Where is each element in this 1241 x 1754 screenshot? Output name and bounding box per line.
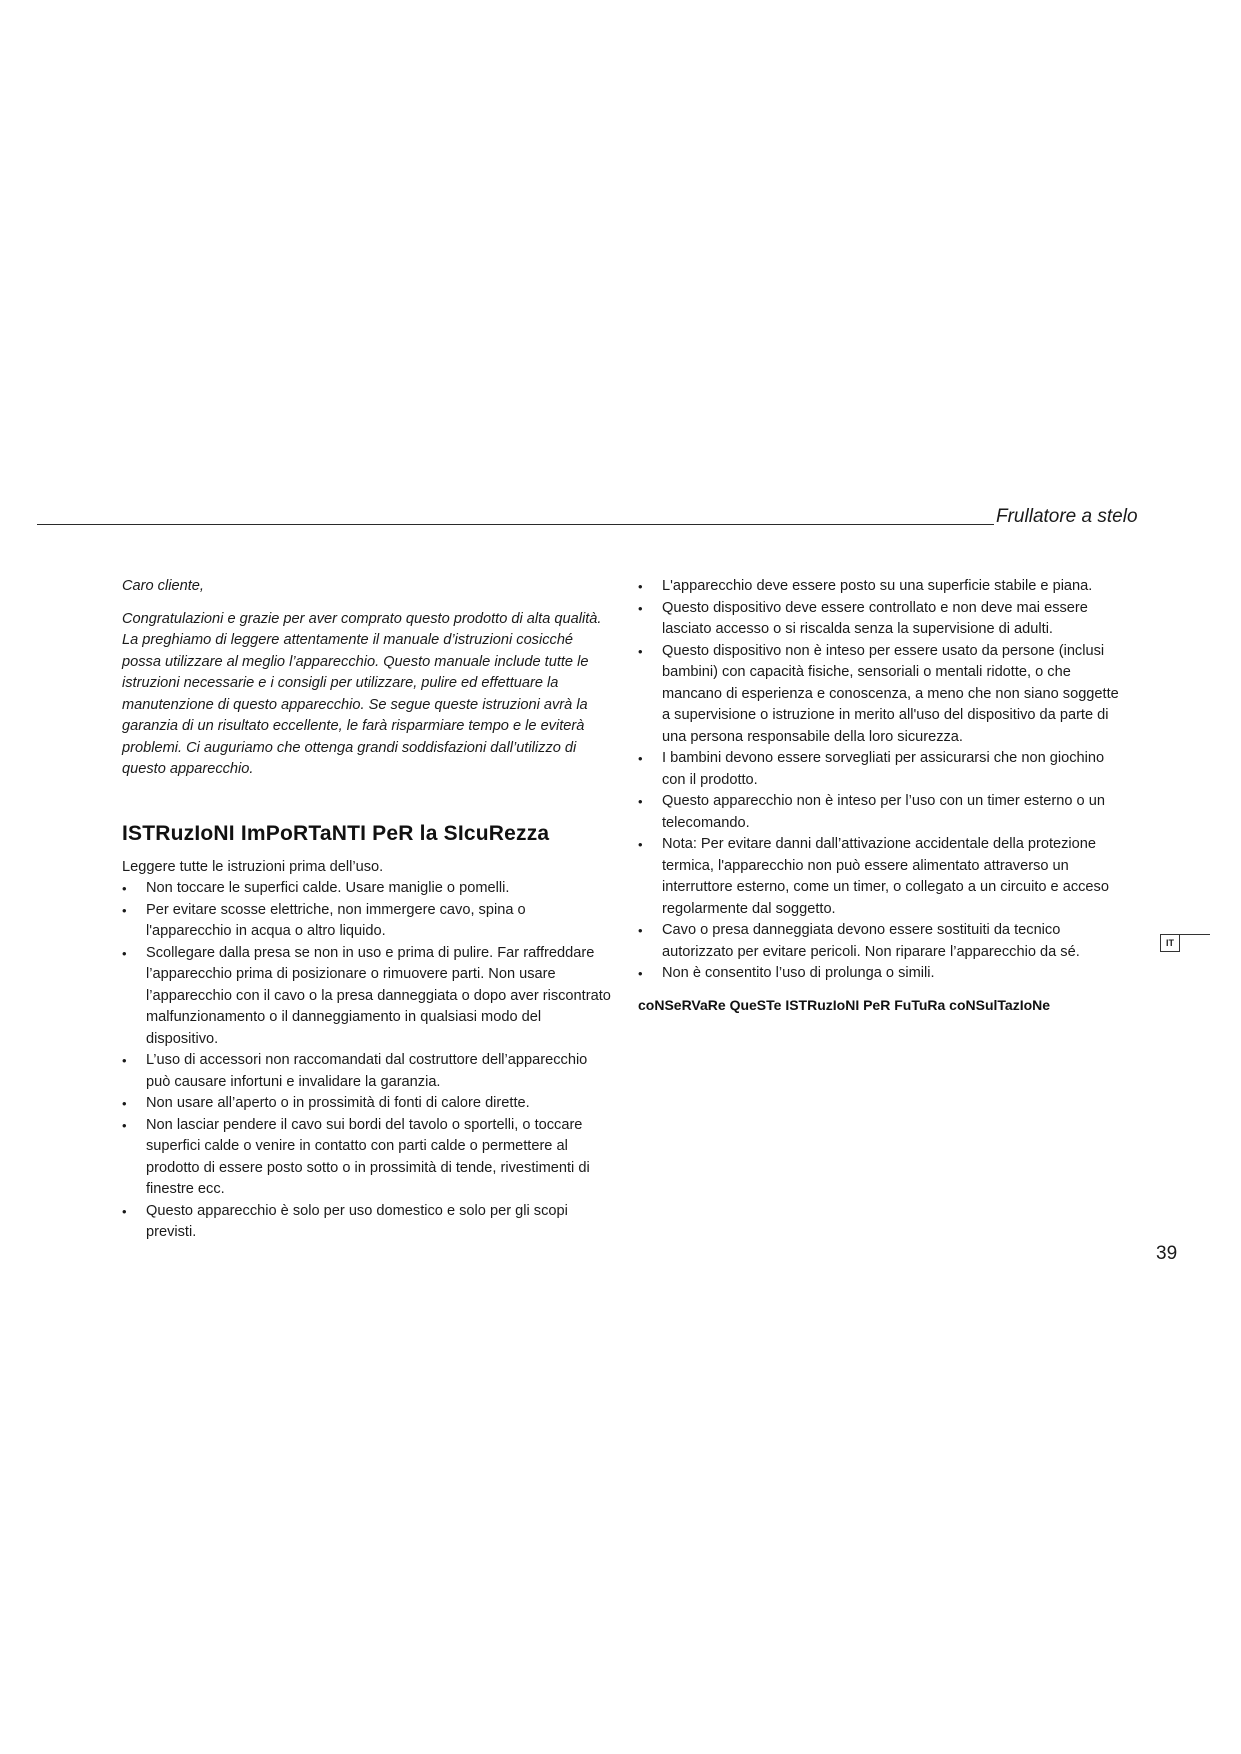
list-item: • Non toccare le superfici calde. Usare maniglie o pomelli. [122, 878, 612, 900]
list-item: • Questo dispositivo deve essere controllato e non deve mai essere lasciato accesso o si riscalda senza la supervisione di adulti. [638, 598, 1128, 641]
page-number: 39 [1156, 1243, 1178, 1264]
safety-lead: Leggere tutte le istruzioni prima dell’uso. [122, 858, 384, 875]
list-item: • Cavo o presa danneggiata devono essere sostituiti da tecnico autorizzato per evitare pericoli. Non riparare l’apparecchio da sé. [638, 920, 1128, 963]
safety-list-right [638, 576, 1128, 985]
language-code: IT [1160, 934, 1180, 952]
document-title: Frullatore a stelo [996, 506, 1138, 527]
list-item: • I bambini devono essere sorvegliati per assicurarsi che non giochino con il prodotto. [638, 748, 1128, 791]
right-column [638, 576, 1128, 1016]
language-tab-line [1178, 934, 1210, 935]
list-item: • L'apparecchio deve essere posto su una superficie stabile e piana. [638, 576, 1128, 598]
list-item: • Scollegare dalla presa se non in uso e prima di pulire. Far raffreddare l’apparecchio prima di posizionare o rimuovere parti. Non usare l’apparecchio con il cavo o la presa danneggiata o dopo aver riscontrato malfunzionamento o il danneggiamento in qualsiasi modo del dispositivo. [122, 943, 612, 1051]
list-item: • Questo apparecchio è solo per uso domestico e solo per gli scopi previsti. [122, 1201, 612, 1244]
list-item: • Nota: Per evitare danni dall’attivazione accidentale della protezione termica, l'apparecchio non può essere alimentato attraverso un interruttore esterno, come un timer, o collegato a un circuito e acceso regolarmente dal soggetto. [638, 834, 1128, 920]
list-item: • Non è consentito l’uso di prolunga o simili. [638, 963, 1128, 985]
list-item: • Non lasciar pendere il cavo sui bordi del tavolo o sportelli, o toccare superfici calde o venire in contatto con parti calde o permettere al prodotto di essere posto sotto o in prossimità di tende, rivestimenti di finestre ecc. [122, 1115, 612, 1201]
greeting: Caro cliente, [122, 578, 204, 594]
safety-section-title: ISTRuzIoNI ImPoRTaNTI PeR la SIcuRezza [122, 821, 550, 845]
list-item: • Questo dispositivo non è inteso per essere usato da persone (inclusi bambini) con capacità fisiche, sensoriali o mentali ridotte, o che mancano di esperienza e conoscenza, a meno che non siano soggette a supervisione o istruzione in merito all'uso del dispositivo da parte di una persona responsabile della loro sicurezza. [638, 641, 1128, 749]
intro-paragraph: Congratulazioni e grazie per aver comprato questo prodotto di alta qualità. La preghiamo di leggere attentamente il manuale d’istruzioni cosicché possa utilizzare al meglio l’apparecchio. Questo manuale include tutte le istruzioni necessarie e i consigli per utilizzare, pulire ed effettuare la manutenzione di questo apparecchio. Se segue queste istruzioni avrà la garanzia di un risultato eccellente, le farà risparmiare tempo e le eviterà problemi. Ci auguriamo che ottenga grandi soddisfazioni dall’utilizzo di questo apparecchio. [122, 610, 602, 777]
keep-instructions-note: coNSeRVaRe QueSTe ISTRuzIoNI PeR FuTuRa coNSulTazIoNe [638, 996, 1051, 1013]
list-item: • Non usare all’aperto o in prossimità di fonti di calore dirette. [122, 1093, 612, 1115]
list-item: • Per evitare scosse elettriche, non immergere cavo, spina o l'apparecchio in acqua o altro liquido. [122, 900, 612, 943]
safety-list-left [122, 878, 612, 1244]
left-column [122, 576, 612, 1244]
list-item: • Questo apparecchio non è inteso per l’uso con un timer esterno o un telecomando. [638, 791, 1128, 834]
list-item: • L’uso di accessori non raccomandati dal costruttore dell’apparecchio può causare infortuni e invalidare la garanzia. [122, 1050, 612, 1093]
header-rule [37, 524, 994, 525]
language-tab [1160, 934, 1206, 954]
